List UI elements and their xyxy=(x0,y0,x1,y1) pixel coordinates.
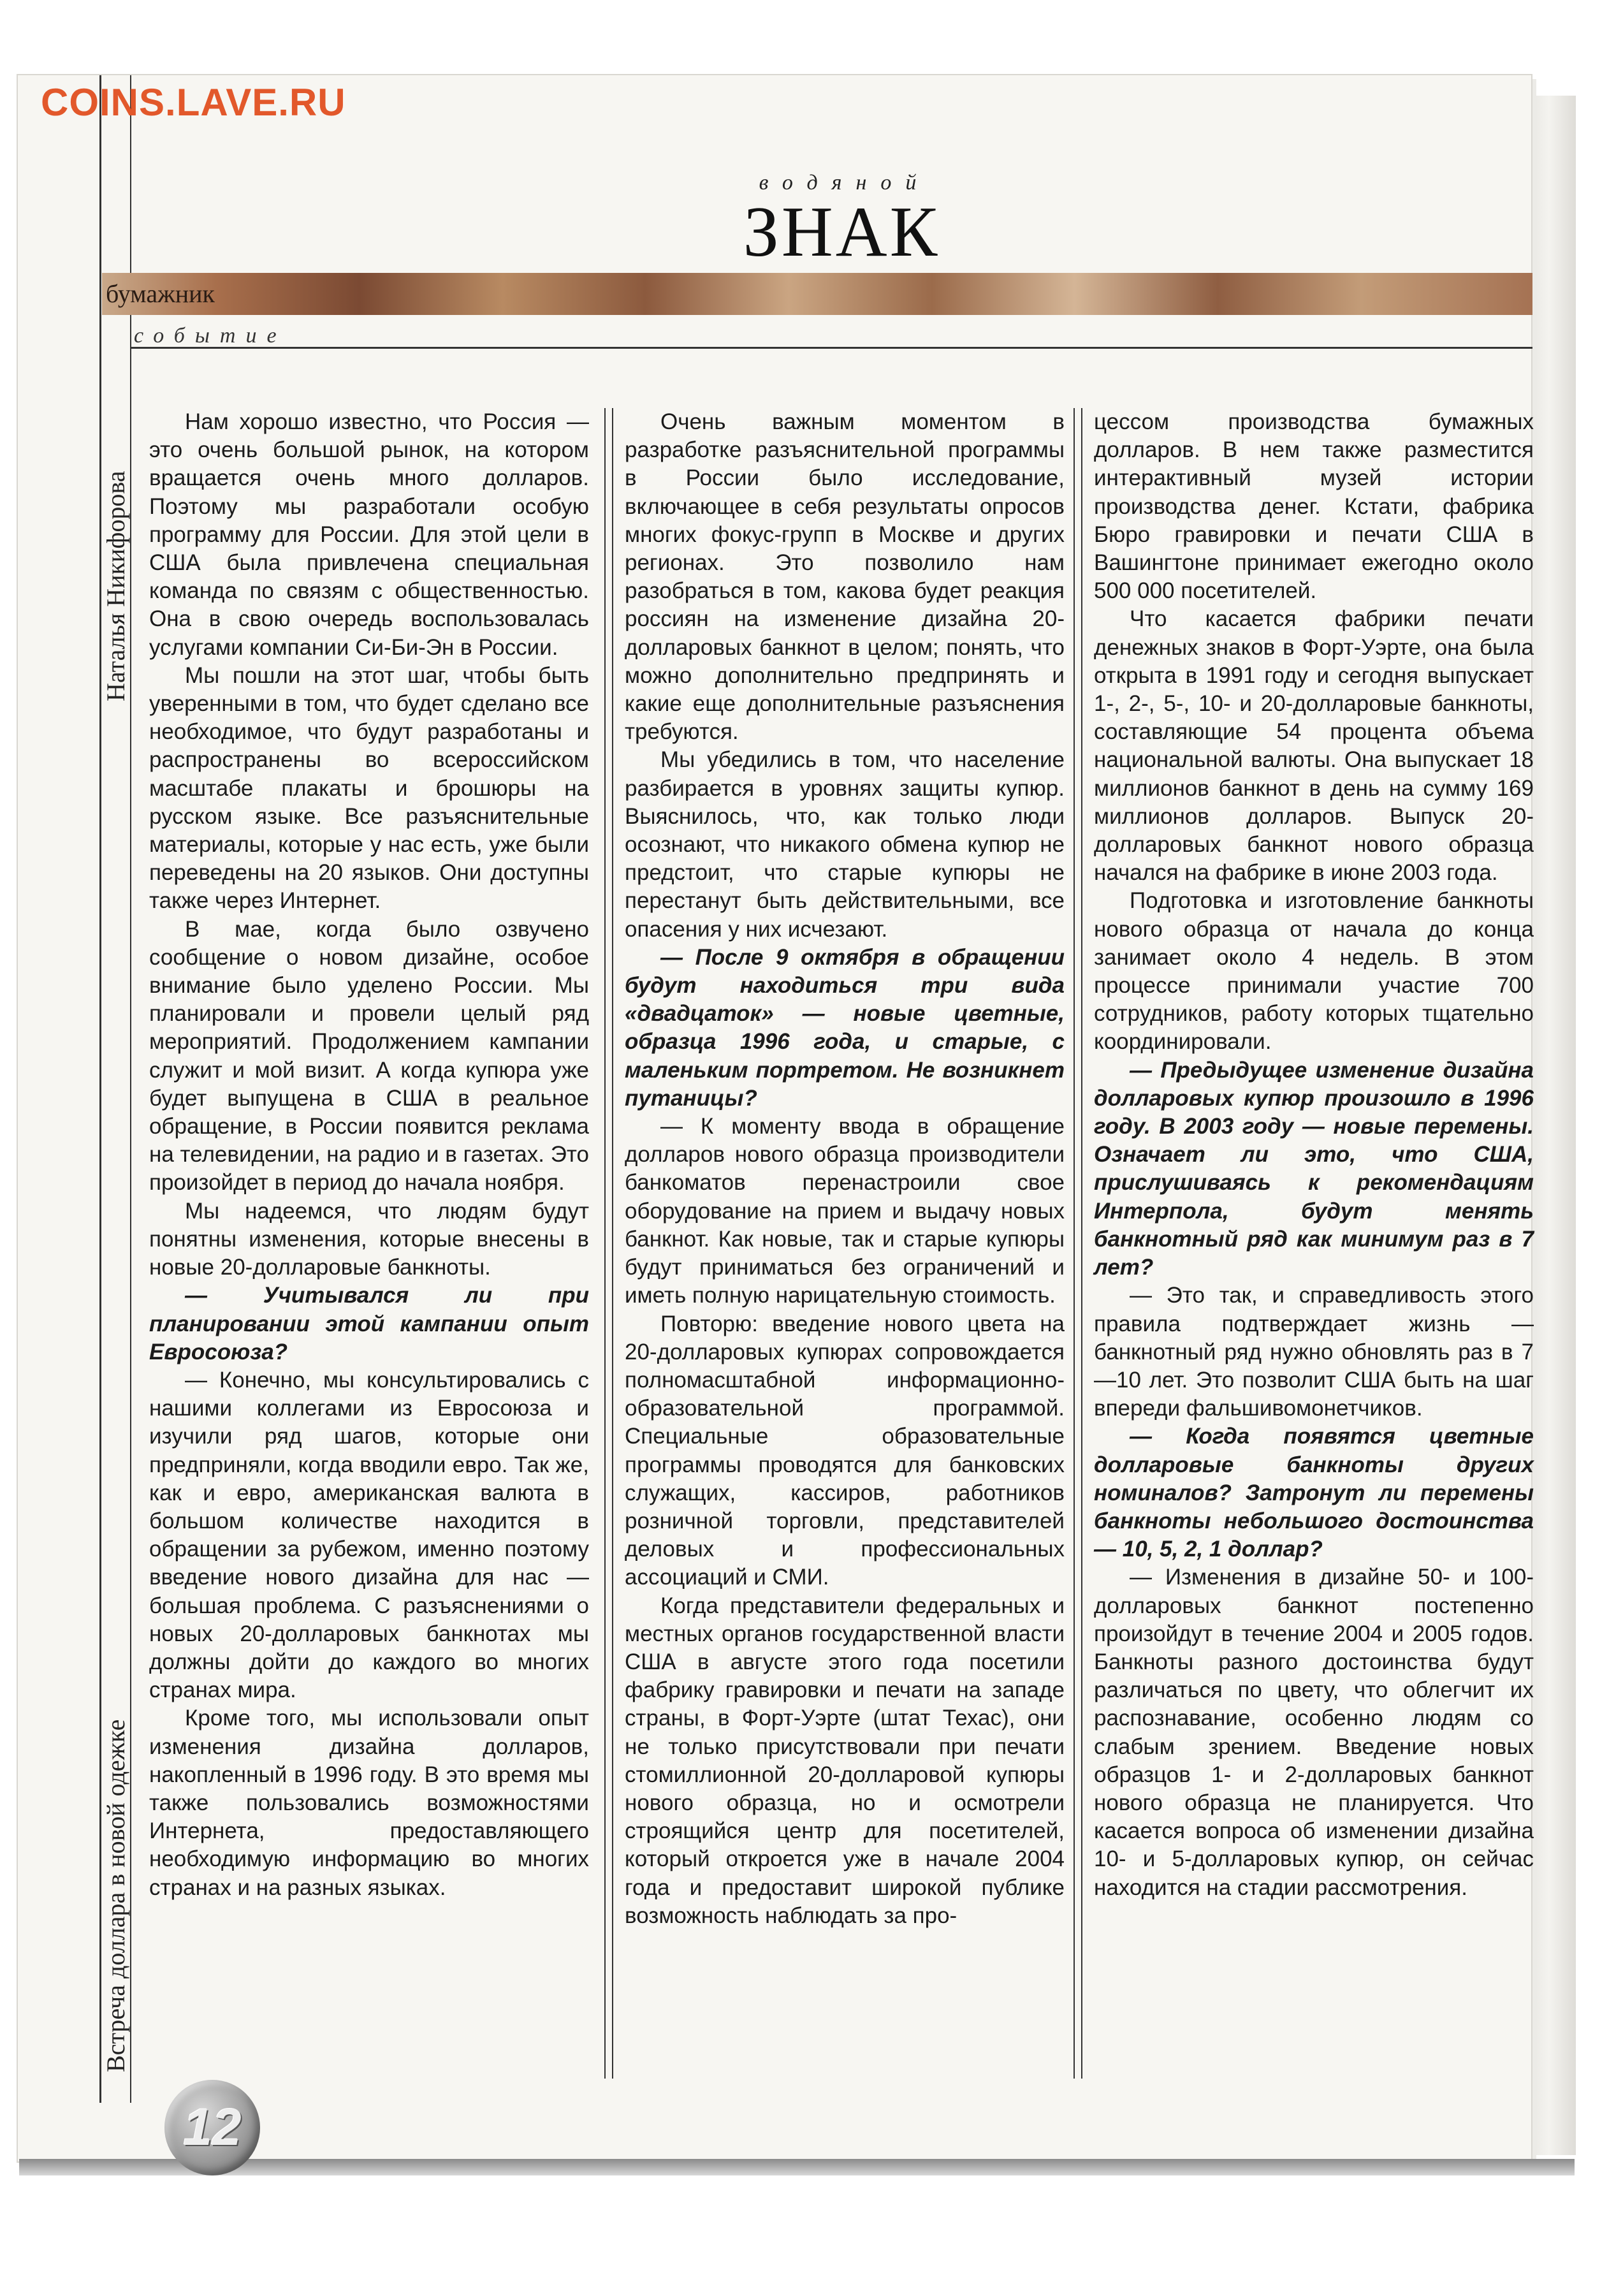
article-paragraph: — Конечно, мы консультировались с нашими коллегами из Евросоюза и изучили ряд шагов, которые они предприняли, когда вводили евро. Так же, как и евро, американская валюта в большом количестве находится в обращении за рубежом, именно поэтому введение нового дизайна для нас — большая проблема. С разъяснениями о новых 20-долларовых банкнотах мы должны дойти до каждого во многих странах мира. xyxy=(149,1367,589,1703)
article-paragraph: В мае, когда было озвучено сообщение о новом дизайне, особое внимание было уделено России. Мы планировали и провели целый ряд мероприятий. Продолжением кампании служит и мой визит. А когда купюра уже будет выпущена в США в реальное обращение, в России появится реклама на телевидении, на радио и в газетах. Это произойдет в период до начала ноября. xyxy=(149,916,589,1196)
interview-question: — Предыдущее изменение дизайна долларовых купюр произошло в 1996 году. В 2003 году — новые перемены. Означает ли это, что США, прислушиваясь к рекомендациям Интерпола, будут менять банкнотный ряд как минимум раз в 7 лет? xyxy=(1094,1057,1534,1280)
author-name: Наталья Никифорова xyxy=(101,471,130,701)
section-label: событие xyxy=(134,324,287,347)
column-divider-2 xyxy=(612,408,613,2079)
article-paragraph: Мы убедились в том, что население разбирается в уровнях защиты купюр. Выяснилось, что, как только люди осознают, что никакого обмена купюр не предстоит, что старые купюры не перестанут быть действительными, все опасения у них исчезают. xyxy=(625,747,1065,942)
column-divider-1 xyxy=(604,408,606,2079)
article-paragraph: Мы пошли на этот шаг, чтобы быть уверенными в том, что будет сделано все необходимое, что будут разработаны и распространены во всероссийском масштабе плакаты и брошюры на русском языке. Все разъяснительные материалы, которые у нас есть, уже были переведены на 20 языков. Они доступны также через Интернет. xyxy=(149,662,589,914)
interview-question: — Когда появятся цветные долларовые банкноты других номиналов? Затронут ли перемены банкноты небольшого достоинства — 10, 5, 2, 1 доллар? xyxy=(1094,1424,1534,1562)
page-number-badge: 12 xyxy=(164,2080,260,2175)
article-paragraph: Мы надеемся, что людям будут понятны изменения, которые внесены в новые 20-долларовые банкноты. xyxy=(149,1198,589,1280)
article-paragraph: Кроме того, мы использовали опыт изменения дизайна долларов, накопленный в 1996 году. В это время мы также пользовались возможностями Интернета, предоставляющего необходимую информацию во многих странах и на разных языках. xyxy=(149,1706,589,1900)
article-paragraph: — Это так, и справедливость этого правила подтверждает жизнь — банкнотный ряд нужно обновлять раз в 7—10 лет. Это позволит США быть на шаг впереди фальшивомонетчиков. xyxy=(1094,1283,1534,1421)
article-paragraph: Что касается фабрики печати денежных знаков в Форт-Уэрте, она была открыта в 1991 году и сегодня выпускает 1-, 2-, 5-, 10- и 20-долларовые банкноты, составляющие 54 процента объема национальной валюты. Она выпускает 18 миллионов банкнот в день на сумму 169 миллионов долларов. Выпуск 20-долларовых банкнот нового образца начался на фабрике в июне 2003 года. xyxy=(1094,606,1534,886)
article-paragraph: — Изменения в дизайне 50- и 100-долларовых банкнот постепенно произойдут в течение 2004 и 2005 годов. Банкноты разного достоинства будут различаться по цвету, что облегчит их распознавание, особенно людям со слабым зрением. Введение новых образцов 1- и 2-долларовых банкнот нового образца не планируется. Что касается вопроса об изменении дизайна 10- и 5-долларовых купюр, он сейчас находится на стадии рассмотрения. xyxy=(1094,1565,1534,1900)
interview-question: — Учитывался ли при планировании этой кампании опыт Евросоюза? xyxy=(149,1283,589,1364)
article-paragraph: Нам хорошо известно, что Россия — это очень большой рынок, на котором вращается очень много долларов. Поэтому мы разработали особую программу для России. Для этой цели в США была привлечена специальная команда по связям с общественностью. Она в свою очередь воспользовалась услугами компании Си-Би-Эн в России. xyxy=(149,409,589,660)
article-paragraph: цессом производства бумажных долларов. В нем также разместится интерактивный музей истории производства денег. Кстати, фабрика Бюро гравировки и печати США в Вашингтоне принимает ежегодно около 500 000 посетителей. xyxy=(1094,409,1534,604)
article-paragraph: Очень важным моментом в разработке разъяснительной программы в России было исследование, включающее в себя результаты опросов многих фокус-групп в Москве и других регионах. Это позволило нам разобраться в том, какова будет реакция россиян на изменение дизайна 20-долларовых банкнот в целом; понять, что можно дополнительно предпринять и какие еще дополнительные разъяснения требуются. xyxy=(625,409,1065,745)
column-divider-4 xyxy=(1081,408,1082,2079)
article-title: Встреча доллара в новой одежке xyxy=(101,1719,130,2072)
masthead-kicker: водяной xyxy=(759,171,931,194)
article-paragraph: — К моменту ввода в обращение долларов нового образца производители банкоматов перенастроили свое оборудование на прием и выдачу новых банкнот. Как новые, так и старые купюры будут приниматься без ограничений и иметь полную нарицательную стоимость. xyxy=(625,1114,1065,1308)
article-paragraph: Подготовка и изготовление банкноты нового образца от начала до конца занимает около 4 недель. В этом процессе принимали участие 700 сотрудников, работу которых тщательно координировали. xyxy=(1094,888,1534,1055)
page-bottom-shadow xyxy=(19,2159,1575,2175)
header-banner-image xyxy=(102,273,1532,315)
article-column-1 xyxy=(149,408,589,1902)
rubric-label: бумажник xyxy=(106,279,215,308)
column-divider-3 xyxy=(1074,408,1075,2079)
article-paragraph: Повторю: введение нового цвета на 20-долларовых купюрах сопровождается полномасштабной информационно-образовательной программой. Специальные образовательные программы проводятся для банковских служащих, кассиров, работников розничной торговли, представителей деловых и профессиональных ассоциаций и СМИ. xyxy=(625,1311,1065,1590)
article-column-2 xyxy=(625,408,1065,1930)
site-watermark: COINS.LAVE.RU xyxy=(41,81,346,124)
page-right-edge xyxy=(1531,96,1576,2155)
header-rule xyxy=(130,347,1532,349)
article-paragraph: Когда представители федеральных и местных органов государственной власти США в августе этого года посетили фабрику гравировки и печати на западе страны, в Форт-Уэрте (штат Техас), они не только присутствовали при печати стомиллионной 20-долларовой купюры нового образца, но и осмотрели строящийся центр для посетителей, который откроется уже в начале 2004 года и предоставит широкой публике возможность наблюдать за про- xyxy=(625,1593,1065,1928)
interview-question: — После 9 октября в обращении будут находиться три вида «двадцаток» — новые цветные, образца 1996 года, и старые, с маленьким портретом. Не возникнет путаницы? xyxy=(625,944,1065,1111)
article-column-3 xyxy=(1094,408,1534,1902)
masthead-title: ЗНАК xyxy=(743,193,940,272)
